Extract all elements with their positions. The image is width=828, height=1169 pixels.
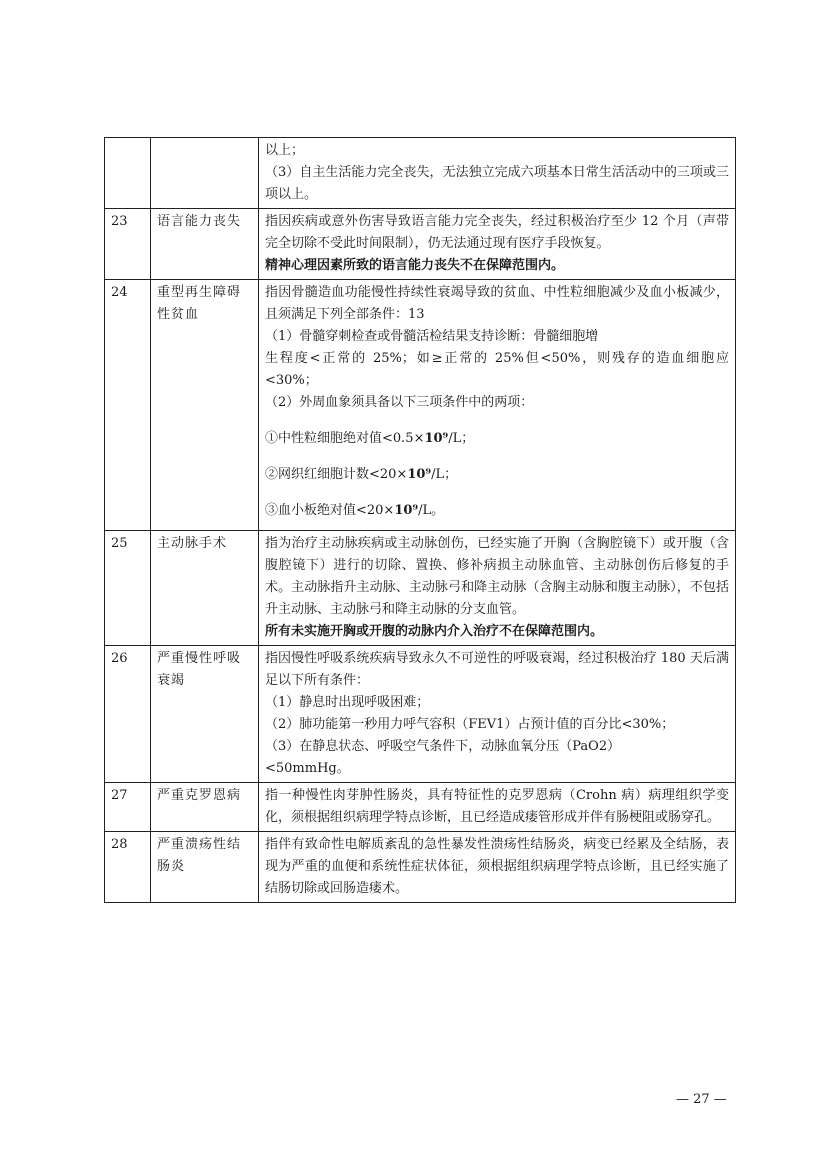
blood-criterion <box>265 500 729 522</box>
clause-number: 26 <box>105 646 151 783</box>
blood-criterion-suffix: /L。 <box>418 503 445 518</box>
disease-name: 严重克罗恩病 <box>151 783 259 832</box>
disease-name: 语言能力丧失 <box>151 209 259 280</box>
table-row <box>105 138 736 209</box>
disease-name: 严重溃疡性结肠炎 <box>151 832 259 903</box>
definition-text: 指因疾病或意外伤害导致语言能力完全丧失，经过积极治疗至少 12 个月（声带完全切除不受此时间限制），仍无法通过现有医疗手段恢复。 <box>265 214 729 251</box>
definition-text: （3）自主生活能力完全丧失，无法独立完成六项基本日常生活活动中的三项或三项以上。 <box>265 165 729 202</box>
clause-number: 24 <box>105 280 151 531</box>
clause-number: 27 <box>105 783 151 832</box>
table-body <box>105 138 736 903</box>
blood-criterion <box>265 428 729 450</box>
definition-text: 指一种慢性肉芽肿性肠炎，具有特征性的克罗恩病（Crohn 病）病理组织学变化，须根据组织病理学特点诊断，且已经造成瘘管形成并伴有肠梗阻或肠穿孔。 <box>265 788 729 825</box>
blood-criterion-prefix: ③血小板绝对值<20× <box>265 503 395 518</box>
blood-criterion-exp: 10⁹ <box>424 431 449 446</box>
clause-number <box>105 138 151 209</box>
page-number: — 27 — <box>676 1092 727 1107</box>
definition-text: （2）肺功能第一秒用力呼气容积（FEV1）占预计值的百分比<30%； <box>265 717 675 732</box>
table-row <box>105 280 736 531</box>
disease-definitions-table <box>104 137 736 903</box>
disease-definition <box>259 783 736 832</box>
blood-criterion-prefix: ②网织红细胞计数<20× <box>265 467 408 482</box>
disease-definition <box>259 531 736 646</box>
blood-criterion <box>265 464 729 486</box>
definition-text: 生程度<正常的 25%；如≥正常的 25%但<50%，则残存的造血细胞应<30%； <box>265 351 729 388</box>
disease-name: 主动脉手术 <box>151 531 259 646</box>
definition-text: 指因慢性呼吸系统疾病导致永久不可逆性的呼吸衰竭，经过积极治疗 180 天后满足以下所有条件： <box>265 651 729 688</box>
definition-text: （2）外周血象须具备以下三项条件中的两项： <box>265 395 534 410</box>
table-row <box>105 209 736 280</box>
definition-text: 以上； <box>265 143 305 158</box>
definition-text: 指因骨髓造血功能慢性持续性衰竭导致的贫血、中性粒细胞减少及血小板减少，且须满足下列全部条件：13 <box>265 285 729 322</box>
disease-definition <box>259 209 736 280</box>
table-row <box>105 531 736 646</box>
table-row <box>105 832 736 903</box>
exclusion-clause: 所有未实施开胸或开腹的动脉内介入治疗不在保障范围内。 <box>265 624 604 639</box>
disease-name: 重型再生障碍性贫血 <box>151 280 259 531</box>
definition-text: <50mmHg。 <box>265 761 350 776</box>
clause-number: 28 <box>105 832 151 903</box>
table-row <box>105 646 736 783</box>
blood-criterion-suffix: /L； <box>431 467 458 482</box>
blood-criterion-prefix: ①中性粒细胞绝对值<0.5× <box>265 431 425 446</box>
definition-text: （1）骨髓穿刺检查或骨髓活检结果支持诊断：骨髓细胞增 <box>265 329 599 344</box>
table-row <box>105 783 736 832</box>
disease-definition <box>259 832 736 903</box>
exclusion-clause: 精神心理因素所致的语言能力丧失不在保障范围内。 <box>265 258 565 273</box>
clause-number: 23 <box>105 209 151 280</box>
blood-criterion-exp: 10⁹ <box>407 467 432 482</box>
definition-text: 指为治疗主动脉疾病或主动脉创伤，已经实施了开胸（含胸腔镜下）或开腹（含腹腔镜下）进行的切除、置换、修补病损主动脉血管、主动脉创伤后修复的手术。主动脉指升主动脉、主动脉弓和降主动脉（含胸主动脉和腹主动脉），不包括升主动脉、主动脉弓和降主动脉的分支血管。 <box>265 536 729 617</box>
disease-definition <box>259 280 736 531</box>
blood-criterion-exp: 10⁹ <box>394 503 419 518</box>
definition-text: （1）静息时出现呼吸困难； <box>265 695 430 710</box>
blood-criterion-suffix: /L； <box>448 431 475 446</box>
disease-name: 严重慢性呼吸衰竭 <box>151 646 259 783</box>
disease-name <box>151 138 259 209</box>
definition-text: （3）在静息状态、呼吸空气条件下，动脉血氧分压（PaO2） <box>265 739 621 754</box>
definition-text: 指伴有致命性电解质紊乱的急性暴发性溃疡性结肠炎，病变已经累及全结肠，表现为严重的血便和系统性症状体征，须根据组织病理学特点诊断，且已经实施了结肠切除或回肠造瘘术。 <box>265 837 729 896</box>
disease-definition <box>259 646 736 783</box>
clause-number: 25 <box>105 531 151 646</box>
disease-definition <box>259 138 736 209</box>
